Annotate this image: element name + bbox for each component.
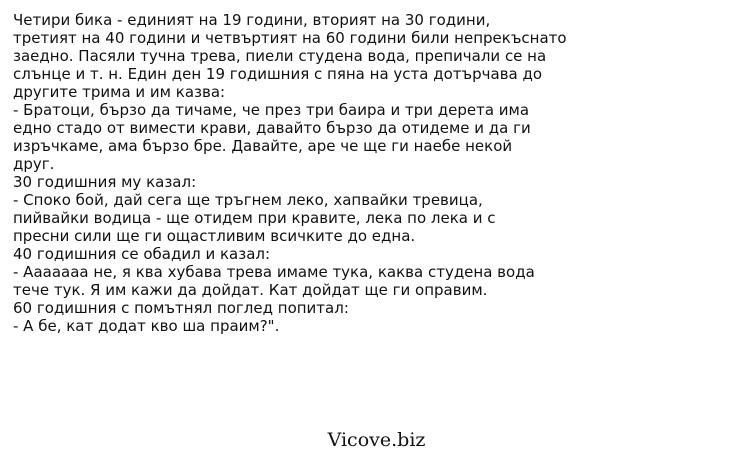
joke-line: друг. bbox=[13, 155, 55, 173]
joke-line: - Братоци, бързо да тичаме, че през три баира и три дерета има bbox=[13, 101, 530, 119]
joke-line: 30 годишния му казал: bbox=[13, 173, 197, 191]
joke-line: заедно. Пасяли тучна трева, пиели студена вода, препичали се на bbox=[13, 47, 547, 65]
joke-line: 60 годишния с помътнял поглед попитал: bbox=[13, 299, 349, 317]
joke-line: едно стадо от вимести крави, давайто бързо да отидеме и да ги bbox=[13, 119, 531, 137]
joke-line: изръчкаме, ама бързо бре. Давайте, аре че ще ги наебе некой bbox=[13, 137, 513, 155]
joke-line: пресни сили ще ги ощастливим всичките до една. bbox=[13, 227, 416, 245]
site-watermark: Vicove.biz bbox=[327, 429, 426, 451]
joke-line: третият на 40 години и четвъртият на 60 години били непрекъснато bbox=[13, 29, 567, 47]
joke-line: 40 годишния се обадил и казал: bbox=[13, 245, 271, 263]
joke-line: - Ааааааа не, я ква хубава трева имаме тука, каква студена вода bbox=[13, 263, 535, 281]
joke-line: другите трима и им казва: bbox=[13, 83, 226, 101]
joke-line: тече тук. Я им кажи да дойдат. Кат дойдат ще ги оправим. bbox=[13, 281, 488, 299]
joke-text bbox=[13, 11, 743, 335]
joke-line: пийвайки водица - ще отидем при кравите, лека по лека и с bbox=[13, 209, 496, 227]
joke-line: Четири бика - единият на 19 години, вторият на 30 години, bbox=[13, 11, 491, 29]
joke-line: - А бе, кат додат кво ша праим?". bbox=[13, 317, 280, 335]
joke-line: слънце и т. н. Един ден 19 годишния с пяна на уста дотърчава до bbox=[13, 65, 543, 83]
joke-line: - Споко бой, дай сега ще тръгнем леко, хапвайки тревица, bbox=[13, 191, 483, 209]
